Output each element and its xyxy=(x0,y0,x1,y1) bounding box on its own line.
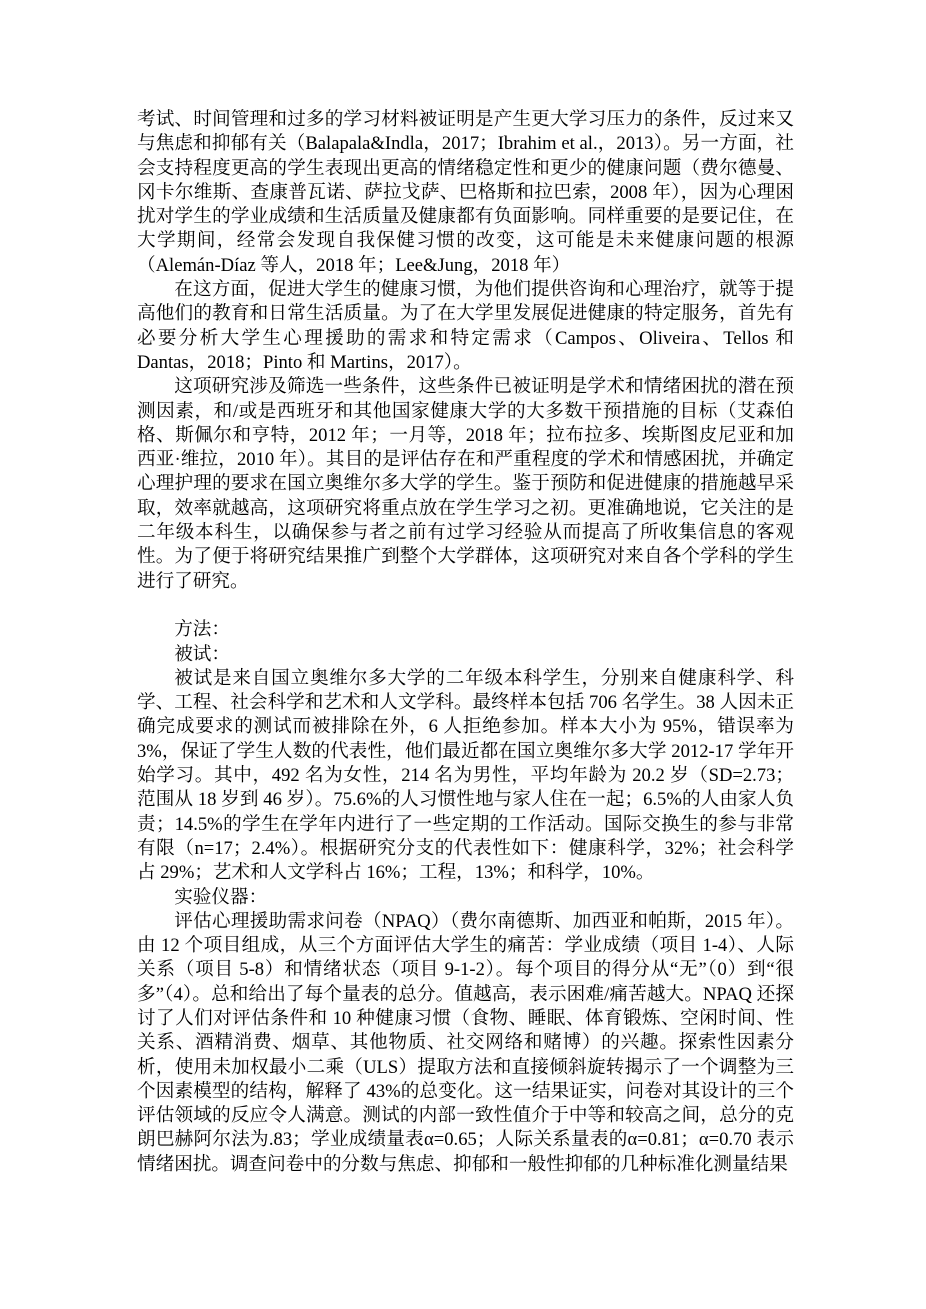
paragraph-instruments: 评估心理援助需求问卷（NPAQ）（费尔南德斯、加西亚和帕斯，2015 年）。由 12 个项目组成，从三个方面评估大学生的痛苦：学业成绩（项目 1-4）、人际关系（项目 5-8）和情绪状态（项目 9-1-2）。每个项目的得分从“无”（0）到“很多”（4）。总和给出了每个量表的总分。值越高，表示困难/痛苦越大。NPAQ 还探讨了人们对评估条件和 10 种健康习惯（食物、睡眠、体育锻炼、空闲时间、性关系、酒精消费、烟草、其他物质、社交网络和赌博）的兴趣。探索性因素分析，使用未加权最小二乘（ULS）提取方法和直接倾斜旋转揭示了一个调整为三个因素模型的结构，解释了 43%的总变化。这一结果证实，问卷对其设计的三个评估领域的反应令人满意。测试的内部一致性值介于中等和较高之间，总分的克朗巴赫阿尔法为.83；学业成绩量表α=0.65；人际关系量表的α=0.81；α=0.70 表示情绪困扰。调查问卷中的分数与焦虑、抑郁和一般性抑郁的几种标准化测量结果 xyxy=(137,910,794,1175)
heading-method: 方法： xyxy=(174,619,230,641)
paragraph-subjects: 被试是来自国立奥维尔多大学的二年级本科学生，分别来自健康科学、科学、工程、社会科学和艺术和人文学科。最终样本包括 706 名学生。38 人因未正确完成要求的测试而被排除在外，6 人拒绝参加。样本大小为 95%，错误率为 3%，保证了学生人数的代表性，他们最近都在国立奥维尔多大学 2012-17 学年开始学习。其中，492 名为女性，214 名为男性，平均年龄为 20.2 岁（SD=2.73；范围从 18 岁到 46 岁）。75.6%的人习惯性地与家人住在一起；6.5%的人由家人负责；14.5%的学生在学年内进行了一些定期的工作活动。国际交换生的参与非常有限（n=17；2.4%）。根据研究分支的代表性如下：健康科学，32%；社会科学占 29%；艺术和人文学科占 16%；工程，13%；和科学，10%。 xyxy=(137,667,794,884)
paragraph-stress-conditions: 考试、时间管理和过多的学习材料被证明是产生更大学习压力的条件，反过来又与焦虑和抑郁有关（Balapala&Indla，2017；Ibrahim et al.，2013）。另一方面，社会支持程度更高的学生表现出更高的情绪稳定性和更少的健康问题（费尔德曼、冈卡尔维斯、查康普瓦诺、萨拉戈萨、巴格斯和拉巴索，2008 年），因为心理困扰对学生的学业成绩和生活质量及健康都有负面影响。同样重要的是要记住，在大学期间，经常会发现自我保健习惯的改变，这可能是未来健康问题的根源（Alemán-Díaz 等人，2018 年；Lee&Jung，2018 年） xyxy=(137,109,794,276)
paragraph-health-promotion: 在这方面，促进大学生的健康习惯，为他们提供咨询和心理治疗，就等于提高他们的教育和日常生活质量。为了在大学里发展促进健康的特定服务，首先有必要分析大学生心理援助的需求和特定需求（Campos、Oliveira、Tellos 和 Dantas，2018；Pinto 和 Martins，2017）。 xyxy=(137,279,794,373)
heading-subjects: 被试： xyxy=(174,643,230,665)
heading-instruments: 实验仪器： xyxy=(174,886,268,908)
document-text-block xyxy=(137,108,794,1177)
paragraph-study-aims: 这项研究涉及筛选一些条件，这些条件已被证明是学术和情绪困扰的潜在预测因素，和/或是西班牙和其他国家健康大学的大多数干预措施的目标（艾森伯格、斯佩尔和亨特，2012 年；一月等，2018 年；拉布拉多、埃斯图皮尼亚和加西亚·维拉，2010 年）。其目的是评估存在和严重程度的学术和情感困扰，并确定心理护理的要求在国立奥维尔多大学的学生。鉴于预防和促进健康的措施越早采取，效率就越高，这项研究将重点放在学生学习之初。更准确地说，它关注的是二年级本科生，以确保参与者之前有过学习经验从而提高了所收集信息的客观性。为了便于将研究结果推广到整个大学群体，这项研究对来自各个学科的学生进行了研究。 xyxy=(137,376,794,592)
